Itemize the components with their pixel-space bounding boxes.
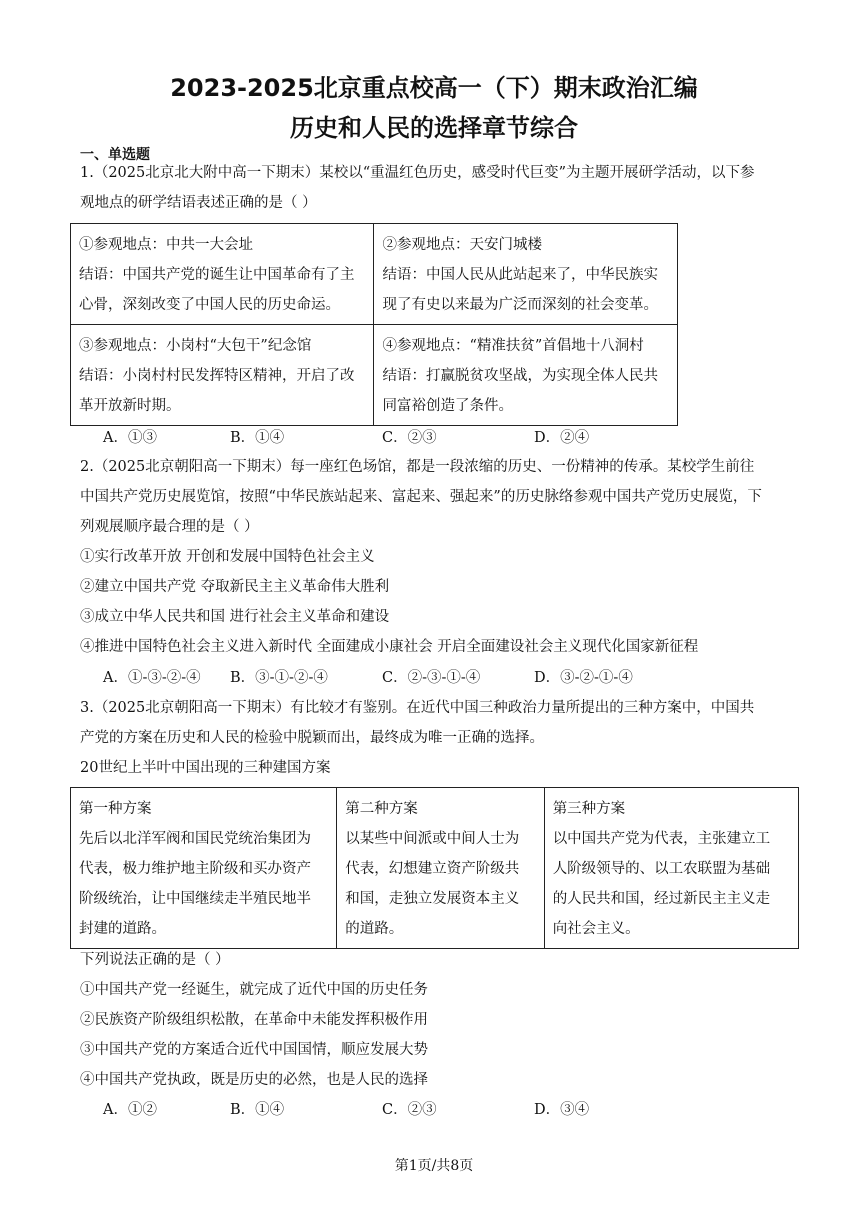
document-subtitle: 历史和人民的选择章节综合 [290,114,578,142]
q1-option-d[interactable]: D．②④ [534,430,590,446]
q2-stem-line3: 列观展顺序最合理的是（ ） [80,519,259,535]
q1-option-a[interactable]: A．①③ [103,430,157,446]
q2-stem-line2: 中国共产党历史展览馆，按照“中华民族站起来、富起来、强起来”的历史脉络参观中国共产党历史展览，下 [80,489,762,505]
q1-cell-1: ①参观地点：中共一大会址 结语：中国共产党的诞生让中国革命有了主 心骨，深刻改变了中国人民的历史命运。 [71,224,374,325]
q3-item-4: ④中国共产党执政，既是历史的必然，也是人民的选择 [80,1072,428,1088]
document-title: 2023-2025北京重点校高一（下）期末政治汇编 [170,74,698,102]
q3-stem-line2: 产党的方案在历史和人民的检验中脱颖而出，最终成为唯一正确的选择。 [80,730,544,746]
q3-col-3: 第三种方案 以中国共产党为代表，主张建立工 人阶级领导的、以工农联盟为基础 的人民共和国，经过新民主主义走 向社会主义。 [544,788,798,949]
q1-cell-3: ③参观地点：小岗村“大包干”纪念馆 结语：小岗村村民发挥特区精神，开启了改 革开放新时期。 [71,325,374,426]
q3-option-d[interactable]: D．③④ [534,1102,590,1118]
q1-stem-line1: 1.（2025北京北大附中高一下期末）某校以“重温红色历史，感受时代巨变”为主题开展研学活动，以下参 [80,165,755,181]
q1-cell-2: ②参观地点：天安门城楼 结语：中国人民从此站起来了，中华民族实 现了有史以来最为广泛而深刻的社会变革。 [374,224,678,325]
q3-item-2: ②民族资产阶级组织松散，在革命中未能发挥积极作用 [80,1012,428,1028]
q1-option-b[interactable]: B．①④ [230,430,285,446]
q2-option-b[interactable]: B．③-①-②-④ [230,670,328,686]
q1-table [70,223,678,426]
q3-question: 下列说法正确的是（ ） [80,952,230,968]
q3-option-a[interactable]: A．①② [103,1102,157,1118]
q3-table [70,787,799,949]
q3-option-b[interactable]: B．①④ [230,1102,285,1118]
q1-cell-4: ④参观地点：“精准扶贫”首倡地十八洞村 结语：打赢脱贫攻坚战，为实现全体人民共 同富裕创造了条件。 [374,325,678,426]
q2-option-d[interactable]: D．③-②-①-④ [534,670,633,686]
q3-item-3: ③中国共产党的方案适合近代中国国情，顺应发展大势 [80,1042,428,1058]
section-heading: 一、单选题 [80,147,150,163]
q3-item-1: ①中国共产党一经诞生，就完成了近代中国的历史任务 [80,982,428,998]
page-number: 第1页/共8页 [394,1158,474,1174]
q3-col-2: 第二种方案 以某些中间派或中间人士为 代表，幻想建立资产阶级共 和国，走独立发展资本主义 的道路。 [337,788,544,949]
q1-option-c[interactable]: C．②③ [382,430,437,446]
q2-option-a[interactable]: A．①-③-②-④ [103,670,201,686]
q2-item-2: ②建立中国共产党 夺取新民主主义革命伟大胜利 [80,579,390,595]
q3-col-1: 第一种方案 先后以北洋军阀和国民党统治集团为 代表，极力维护地主阶级和买办资产 阶级统治，让中国继续走半殖民地半 封建的道路。 [71,788,337,949]
q3-stem-line1: 3.（2025北京朝阳高一下期末）有比较才有鉴别。在近代中国三种政治力量所提出的三种方案中，中国共 [80,700,755,716]
q2-item-1: ①实行改革开放 开创和发展中国特色社会主义 [80,549,375,565]
q3-option-c[interactable]: C．②③ [382,1102,437,1118]
q1-stem-line2: 观地点的研学结语表述正确的是（ ） [80,195,317,211]
q2-item-4: ④推进中国特色社会主义进入新时代 全面建成小康社会 开启全面建设社会主义现代化国家新征程 [80,639,699,655]
q2-item-3: ③成立中华人民共和国 进行社会主义革命和建设 [80,609,390,625]
q2-option-c[interactable]: C．②-③-①-④ [382,670,481,686]
q3-table-caption: 20世纪上半叶中国出现的三种建国方案 [80,760,331,776]
q2-stem-line1: 2.（2025北京朝阳高一下期末）每一座红色场馆，都是一段浓缩的历史、一份精神的传承。某校学生前往 [80,459,755,475]
